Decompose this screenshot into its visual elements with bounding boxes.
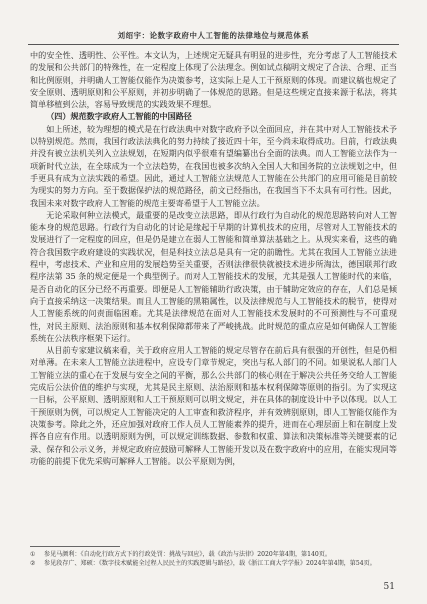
footnote (30, 559, 397, 568)
footnote (30, 550, 397, 559)
running-head: 刘绍宇：论数字政府中人工智能的法律地位与规范体系 (117, 31, 310, 40)
footnote-mark: ① (30, 551, 36, 558)
paragraph-continued: 中的安全性、透明性、公平性。本文认为，上述规定无疑具有明显的进步性，充分考虑了人工智能技术的发展和公共部门的特殊性，在一定程度上体现了公法理念。例如试点稿明文规定了合法、合理、正当和比例原则，并明确人工智能仅能作为决策参考，这实际上是人工干预原则的体现。而建议稿也规定了安全原则、透明原则和公平原则，并初步明确了一体规范的思路。但是这些规定直接来源于私法，将其简单移植到公法，容易导致规范的实践效果不理想。 (30, 50, 397, 110)
body-text (30, 49, 397, 534)
footnote-mark: ② (30, 560, 36, 567)
footnote-text: 参见马颜利：《自动化行政方式下的行政处罚：挑战与回应》，载《政治与法律》2020年第4期，第140页。 (44, 551, 331, 558)
footnote-text: 参见段存广、郑硕：《数字技术赋能全过程人民民主的实践逻辑与路径》，载《浙江工商大学学报》2024年第4期，第54页。 (44, 560, 376, 567)
header-rule (28, 44, 399, 45)
paragraph: 如上所述，较为理想的模式是在行政法典中对数字政府予以全面回应，并在其中对人工智能技术予以特别规范。然而，我国行政法法典化的努力持续了接近四十年，至今尚未取得成功。目前，行政法典并没有被立法机关列入立法规划，在短期内似乎很难有望编纂出台全面的法典。而人工智能立法作为一项新时代立法，在全球成为一个立法趋势，在我国也被多次纳入全国人大和国务院的立法规划之中，但手更具有成为立法实践的希望。因此，通过人工智能立法规范人工智能在公共部门的应用可能是目前较为现实的努力方向。至于数据保护法的规范路径，前文已经指出，在我国当下不太具有可行性。因此，我国未来对数字政府人工智能的规范主要寄希望于人工智能立法。 (30, 123, 397, 208)
footnote-rule (30, 546, 120, 547)
paragraph: 从目前专家建议稿来看，关于政府应用人工智能的规定尽管存在前后具有很强的开创性，但是仍相对单薄。在未来人工智能立法进程中，应设专门章节规定，突出与私人部门的不同。如果说私人部门人工智能立法的重心在于发展与安全之间的平衡，那么公共部门的核心则在于解决公共任务交给人工智能完成后公法价值的维护与实现，尤其是民主原则、法治原则和基本权利保障等原则的指引。为了实现这一目标，公平原则、透明原则和人工干预原则可以明文规定，并在具体的制度设计中予以体现。以人工干预原则为例，可以规定人工智能决定的人工审查和救济程序，并有效辨别原则，即人工智能仅能作为决策参考。除此之外，还应加强对政府工作人员人工智能素养的提升，进而在心理层面上和在制度上发挥各自应有作用。以透明原则为例，可以规定训练数据、参数和权重、算法和决策标准等关键要素的记录、保存和公示义务，并规定政府应鼓励可解释人工智能开发以及在数字政府中的应用，在能实现同等功能的前提下优先采购可解释人工智能。以公平原则为例， (30, 345, 397, 466)
page-number: 51 (383, 582, 395, 592)
paragraph: 无论采取何种立法模式，最重要的是改变立法思路，即从行政行为自动化的规范思路转向对人工智能本身的规范思路。行政行为自动化的讨论是缘起于早期的计算机技术的应用，尽管对人工智能技术的发展进行了一定程度的回应，但是仍是建立在弱人工智能和简单算法基础之上。从现实来看，这些的确符合我国数字政府建设的实践状况，但是科技立法总是具有一定的前瞻性。尤其在我国人工智能立法进程中，考虑技术、产业和应用的发展趋势至关重要，否则法律很快就被技术进步所淘汰，德国联邦行政程序法第 35 条的规定便是一个典型例子。而对人工智能技术的发展，尤其是强人工智能时代的来临，是否自动化的区分已经不再重要。即便是人工智能辅助行政决策，由于辅助定效应的存在，人们总是倾向于直接采纳这一决策结果。而且人工智能的黑箱属性，以及法律规范与人工智能技术的脱节，使得对人工智能系统的问责面临困难。尤其是法律规范在面对人工智能技术发展时的不可预测性与不可重现性，对民主原则、法治原则和基本权利保障都带来了严峻挑战。此时规范的重点应是如何确保人工智能系统在公法秩序框架下运行。 (30, 209, 397, 343)
section-heading: （四）规范数字政府人工智能的中国路径 (46, 111, 192, 122)
footnotes (30, 550, 397, 568)
